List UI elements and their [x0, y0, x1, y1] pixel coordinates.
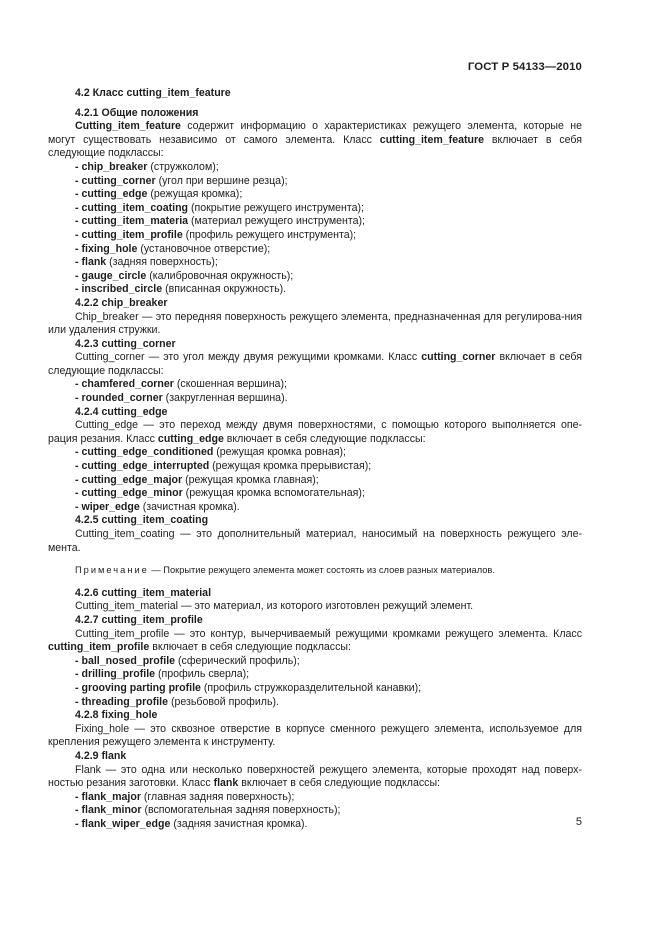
item-name: - gauge_circle [75, 269, 147, 282]
list-item [75, 175, 582, 189]
item-name: - cutting_edge_interrupted [75, 460, 210, 473]
item-desc: (скошенная вершина); [173, 378, 287, 391]
standard-code-header: ГОСТ Р 54133—2010 [467, 61, 582, 73]
item-name: - rounded_corner [75, 392, 163, 405]
section-4-2-5-paragraph: Cutting_item_coating — это дополнительный материал, наносимый на поверхность режущего эле-мента. [48, 528, 582, 554]
item-desc: (вписанная окружность). [162, 283, 287, 296]
item-name: - threading_profile [75, 695, 168, 708]
item-name: - flank_minor [75, 804, 142, 817]
list-item [75, 202, 582, 216]
list-item [75, 215, 582, 229]
item-name: - flank_major [75, 790, 141, 803]
item-name: - inscribed_circle [75, 283, 163, 296]
item-name: - cutting_item_materia [75, 215, 189, 228]
text: содержит информацию о характеристиках режущего элемента, которые не могут существовать независимо от самого элемента. Класс [48, 120, 582, 146]
section-4-2-4-title: 4.2.4 cutting_edge [75, 405, 168, 418]
list-item [75, 804, 582, 818]
item-name: - fixing_hole [75, 242, 138, 255]
list-item [75, 161, 582, 175]
section-4-2-7-paragraph [48, 628, 582, 655]
item-desc: (покрытие режущего инструмента); [188, 201, 364, 214]
list-item [75, 501, 582, 515]
item-desc: (главная задняя поверхность); [140, 790, 295, 803]
section-4-2-2-paragraph: Chip_breaker — это передняя поверхность режущего элемента, предназначенная для регулирова-ния или удаления стружки. [48, 310, 582, 337]
list-item [75, 655, 582, 669]
list-item [75, 283, 582, 297]
text: Cutting_edge — это переход между двумя поверхностями, с помощью которого выполняется опе-рация резания. Класс [48, 419, 582, 445]
item-name: - grooving parting profile [75, 681, 201, 694]
section-4-2-3-title: 4.2.3 cutting_corner [75, 337, 176, 350]
list-item [75, 188, 582, 202]
item-desc: (профиль сверла); [155, 668, 250, 681]
section-4-2-5-title: 4.2.5 cutting_item_coating [75, 514, 209, 527]
list-item [75, 460, 582, 474]
term: cutting_edge [157, 432, 224, 445]
item-name: - flank [75, 256, 107, 269]
term: flank [213, 777, 239, 790]
item-name: - cutting_edge_conditioned [75, 446, 214, 459]
item-desc: (калибровочная окружность); [146, 269, 294, 282]
page-number: 5 [575, 816, 582, 828]
item-name: - cutting_edge_major [75, 473, 183, 486]
term: cutting_corner [421, 351, 496, 364]
list-item [75, 392, 582, 406]
text: Flank — это одна или несколько поверхностей режущего элемента, которые проходят над поверх-ностью резания заготовки. Класс [48, 763, 582, 790]
note-label: Примечание [75, 565, 149, 576]
text: Cutting_corner — это угол между двумя режущими кромками. Класс [75, 351, 422, 364]
item-desc: (вспомогательная задняя поверхность); [141, 804, 341, 817]
item-desc: (стружколом); [147, 160, 219, 173]
item-desc: (режущая кромка ровная); [213, 446, 347, 459]
list-item [75, 378, 582, 392]
list-item [75, 229, 582, 243]
item-desc: (профиль стружкоразделительной канавки); [200, 681, 422, 694]
list-item [75, 791, 582, 805]
item-desc: (задняя зачистная кромка). [170, 817, 308, 830]
section-4-2-1-paragraph [48, 120, 582, 161]
item-name: - chip_breaker [75, 160, 148, 173]
section-4-2-8-paragraph: Fixing_hole — это сквозное отверстие в корпусе сменного режущего элемента, используемое для крепления режущего элемента к инструменту. [48, 722, 582, 749]
item-name: - drilling_profile [75, 668, 156, 681]
item-desc: (закругленная вершина). [162, 392, 288, 405]
list-item [75, 668, 582, 682]
term: cutting_item_profile [48, 641, 150, 654]
note [75, 564, 582, 578]
section-4-2-title: 4.2 Класс cutting_item_feature [75, 87, 231, 99]
list-item [75, 243, 582, 257]
text: Cutting_item_profile — это контур, вычерчиваемый режущими кромками режущего элемента. Класс [75, 627, 582, 640]
list-item [75, 682, 582, 696]
term: Cutting_item_feature [75, 120, 181, 133]
item-desc: (резьбовой профиль). [168, 695, 279, 708]
note-text: — Покрытие режущего элемента может состоять из слоев разных материалов. [148, 565, 495, 576]
item-desc: (установочное отверстие); [137, 242, 271, 255]
text: включает в себя следующие подклассы: [48, 351, 582, 377]
text: включает в себя следующие подклассы: [223, 432, 426, 445]
item-desc: (задняя поверхность); [106, 256, 218, 269]
item-name: - flank_wiper_edge [75, 817, 171, 830]
item-desc: (зачистная кромка). [139, 500, 240, 513]
item-desc: (профиль режущего инструмента); [182, 228, 357, 241]
section-4-2-8-title: 4.2.8 fixing_hole [75, 709, 158, 722]
item-desc: (угол при вершине резца); [155, 174, 288, 187]
list-item [75, 256, 582, 270]
item-name: - cutting_edge [75, 188, 148, 201]
item-desc: (режущая кромка прерывистая); [209, 460, 372, 473]
list-item [75, 487, 582, 501]
text: включает в себя следующие подклассы: [48, 133, 582, 160]
item-name: - wiper_edge [75, 500, 140, 513]
section-4-2-6-title: 4.2.6 cutting_item_material [75, 586, 212, 599]
item-desc: (режущая кромка главная); [182, 473, 319, 486]
item-name: - chamfered_corner [75, 378, 174, 391]
section-4-2-3-paragraph [48, 351, 582, 378]
list-item [75, 270, 582, 284]
list-item [75, 446, 582, 460]
document-body [48, 87, 582, 831]
item-desc: (режущая кромка); [147, 188, 243, 201]
section-4-2-9-title: 4.2.9 flank [75, 749, 127, 762]
item-name: - cutting_edge_minor [75, 487, 183, 500]
section-4-2-1-title: 4.2.1 Общие положения [75, 106, 199, 119]
section-4-2-6-paragraph: Cutting_item_material — это материал, из которого изготовлен режущий элемент. [75, 600, 474, 613]
item-name: - cutting_corner [75, 174, 156, 187]
list-item [75, 696, 582, 710]
section-4-2-7-title: 4.2.7 cutting_item_profile [75, 613, 203, 626]
item-desc: (режущая кромка вспомогательная); [182, 487, 365, 500]
section-4-2-2-title: 4.2.2 chip_breaker [75, 296, 168, 309]
item-name: - ball_nosed_profile [75, 654, 176, 667]
section-4-2-9-paragraph [48, 764, 582, 791]
section-4-2-4-paragraph [48, 419, 582, 446]
item-name: - cutting_item_coating [75, 201, 189, 214]
item-desc: (материал режущего инструмента); [188, 215, 366, 228]
text: включает в себя следующие подклассы: [238, 777, 441, 790]
list-item [75, 818, 582, 832]
item-name: - cutting_item_profile [75, 228, 183, 241]
item-desc: (сферический профиль); [175, 654, 300, 667]
text: включает в себя следующие подклассы: [149, 641, 351, 654]
list-item [75, 474, 582, 488]
term: cutting_item_feature [379, 133, 484, 146]
